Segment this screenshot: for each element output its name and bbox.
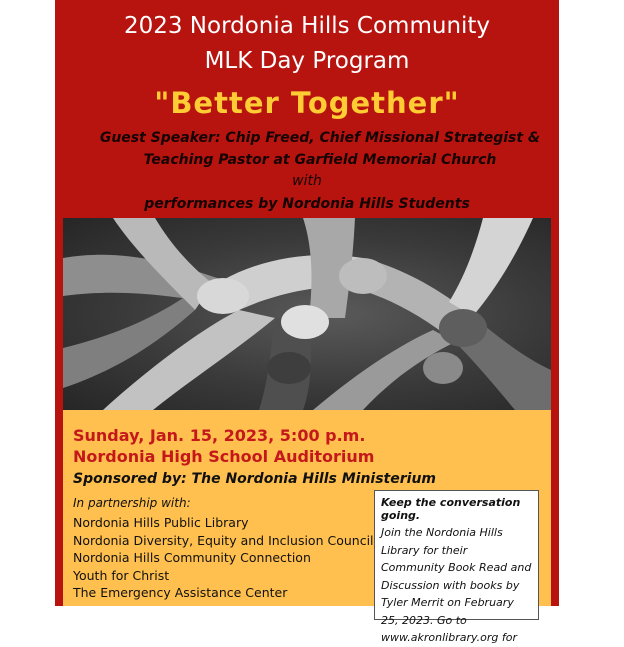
program-title: 2023 Nordonia Hills Community bbox=[123, 13, 491, 39]
partner-item: Nordonia Hills Community Connection bbox=[73, 550, 311, 565]
book-read-callout bbox=[374, 490, 539, 644]
partners-heading: In partnership with: bbox=[73, 496, 191, 510]
partner-item: Youth for Christ bbox=[73, 567, 170, 583]
callout-heading: Keep the conversation going. bbox=[381, 496, 521, 522]
partners-list bbox=[73, 514, 374, 602]
partner-item: The Emergency Assistance Center bbox=[73, 585, 288, 600]
program-subtitle: MLK Day Program bbox=[204, 48, 410, 74]
clasped-hands-photo-icon bbox=[63, 218, 551, 410]
guest-speaker bbox=[85, 127, 555, 171]
sponsor-text: Sponsored by: The Nordonia Hills Ministerium bbox=[73, 471, 437, 487]
speaker-line-1: Guest Speaker: Chip Freed, Chief Missional Strategist & bbox=[99, 130, 541, 146]
speaker-line-2: Teaching Pastor at Garfield Memorial Church bbox=[143, 152, 497, 168]
callout-body: Join the Nordonia Hills Library for their Community Book Read and Discussion with books by Tyler Merrit on February 25, 2023. Go to www.akronlibrary.org for bbox=[381, 526, 532, 644]
performances-text: performances by Nordonia Hills Students bbox=[144, 196, 470, 212]
event-info-panel bbox=[63, 410, 551, 644]
partner-item: Nordonia Diversity, Equity and Inclusion Council bbox=[73, 532, 374, 548]
program-theme: "Better Together" bbox=[154, 86, 460, 120]
partner-item: Nordonia Hills Public Library bbox=[73, 515, 249, 530]
event-venue: Nordonia High School Auditorium bbox=[73, 447, 375, 466]
with-text: with bbox=[292, 173, 322, 189]
event-date: Sunday, Jan. 15, 2023, 5:00 p.m. bbox=[73, 426, 366, 445]
flyer bbox=[55, 0, 559, 644]
